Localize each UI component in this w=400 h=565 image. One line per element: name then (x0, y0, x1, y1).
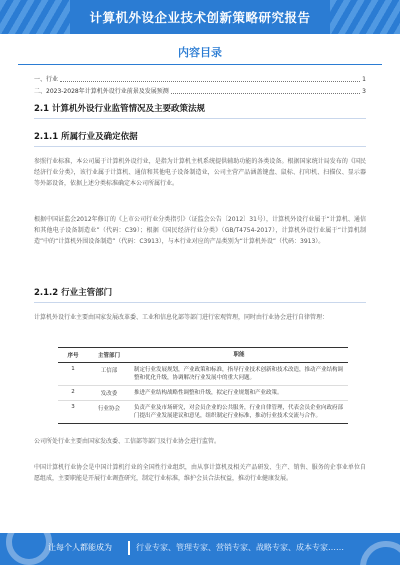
table-header-cell: 职能 (233, 352, 245, 358)
toc-item-label: 二、2023-2028年计算机外设行业前景及发展预测 (34, 88, 169, 95)
paragraph-industry-basis: 参照行业标准，本公司属于计算机外设行业，是指为计算机主机系统提供辅助功能的各类设备。根据国家统计局发布的《国民经济行业分类》，该行业属于计算机、通信和其他电子设备制造业，公司主营产品涵盖键盘、鼠标、打印机、扫描仪、显示器等外部设备，依据上述分类标准确定本公司所属行业。 (34, 158, 366, 187)
section-heading-2-1: 2.1 计算机外设行业监管情况及主要政策法规 (34, 104, 206, 114)
regulator-table (58, 347, 348, 424)
paragraph-regulators: 计算机外设行业主要由国家发展改革委、工业和信息化部等部门进行宏观管理，同时由行业协会进行自律管理： (34, 314, 329, 321)
table-row (58, 386, 348, 401)
section-divider (34, 118, 366, 119)
table-cell: 2 (71, 389, 75, 395)
table-cell: 负责产业及市场研究，对会员企业的公共服务，行业自律管理，代表会员企业向政府部门提出产业发展建议和意见，组织制定行业标准，推动行业技术交流与合作。 (134, 405, 344, 419)
table-header-row (58, 348, 348, 363)
table-cell: 3 (71, 404, 75, 410)
toc-title: 内容目录 (178, 46, 222, 59)
paragraph-industry-classification: 根据中国证监会2012年修订的《上市公司行业分类指引》（证监会公告〔2012〕31号），计算机外设行业属于“计算机、通信和其他电子设备制造业”（代码：C39）；根据《国民经济行业分类》（GB/T4754-2017），计算机外设行业属于“计算机制造”中的“计算机外围设备制造”（代码：C3913），与本行业对应的产品类别为“计算机外设”（代码：3913）。 (34, 216, 366, 245)
footer-divider (128, 541, 130, 555)
table-cell: 制定行业发展规划，产业政策和标准，指导行业技术创新和技术改造，推动产业结构调整和优化升级，协调解决行业发展中的重大问题。 (134, 367, 344, 381)
section-divider (34, 302, 366, 303)
table-cell: 工信部 (100, 368, 118, 374)
footer-slogan-roles: 行业专家、管理专家、营销专家、战略专家、成本专家…… (136, 543, 344, 552)
report-title: 计算机外设企业技术创新策略研究报告 (89, 10, 311, 25)
table-header-cell: 序号 (67, 353, 79, 359)
table-row (58, 363, 348, 386)
table-row (58, 401, 348, 423)
section-heading-2-1-1: 2.1.1 所属行业及确定依据 (34, 132, 138, 142)
section-divider (34, 146, 366, 147)
toc-leader-dots (171, 93, 360, 94)
toc-item-page: 3 (362, 88, 366, 95)
toc-item-label: 一、行业 (34, 76, 59, 83)
paragraph-table-note: 公司所处行业主要由国家发改委、工信部等部门及行业协会进行监管。 (34, 438, 221, 445)
section-heading-2-1-2: 2.1.2 行业主管部门 (34, 288, 113, 298)
table-cell: 1 (71, 366, 75, 372)
decorative-ring (6, 533, 52, 565)
toc-divider (18, 64, 382, 65)
table-cell: 行业协会 (97, 406, 120, 412)
footer-slogan-lead: 让每个人都能成为 (48, 543, 112, 552)
toc-item[interactable] (34, 74, 366, 83)
toc-item[interactable] (34, 86, 366, 95)
paragraph-industry-association: 中国计算机行业协会是中国计算机行业的全国性行业组织，由从事计算机及相关产品研发、生产、销售、服务的企事业单位自愿组成，主要职能是开展行业调查研究，制定行业标准，维护会员合法权益，推动行业健康发展。 (34, 464, 366, 482)
footer-banner (0, 533, 400, 565)
toc-item-page: 1 (362, 76, 366, 83)
table-header-cell: 主管部门 (97, 353, 120, 359)
header-banner (0, 0, 400, 34)
decorative-ring (360, 541, 400, 565)
table-cell: 推进产业结构战略性调整和升级，拟定行业规划和产业政策。 (134, 390, 283, 396)
toc-leader-dots (60, 81, 360, 82)
table-cell: 发改委 (100, 391, 118, 397)
